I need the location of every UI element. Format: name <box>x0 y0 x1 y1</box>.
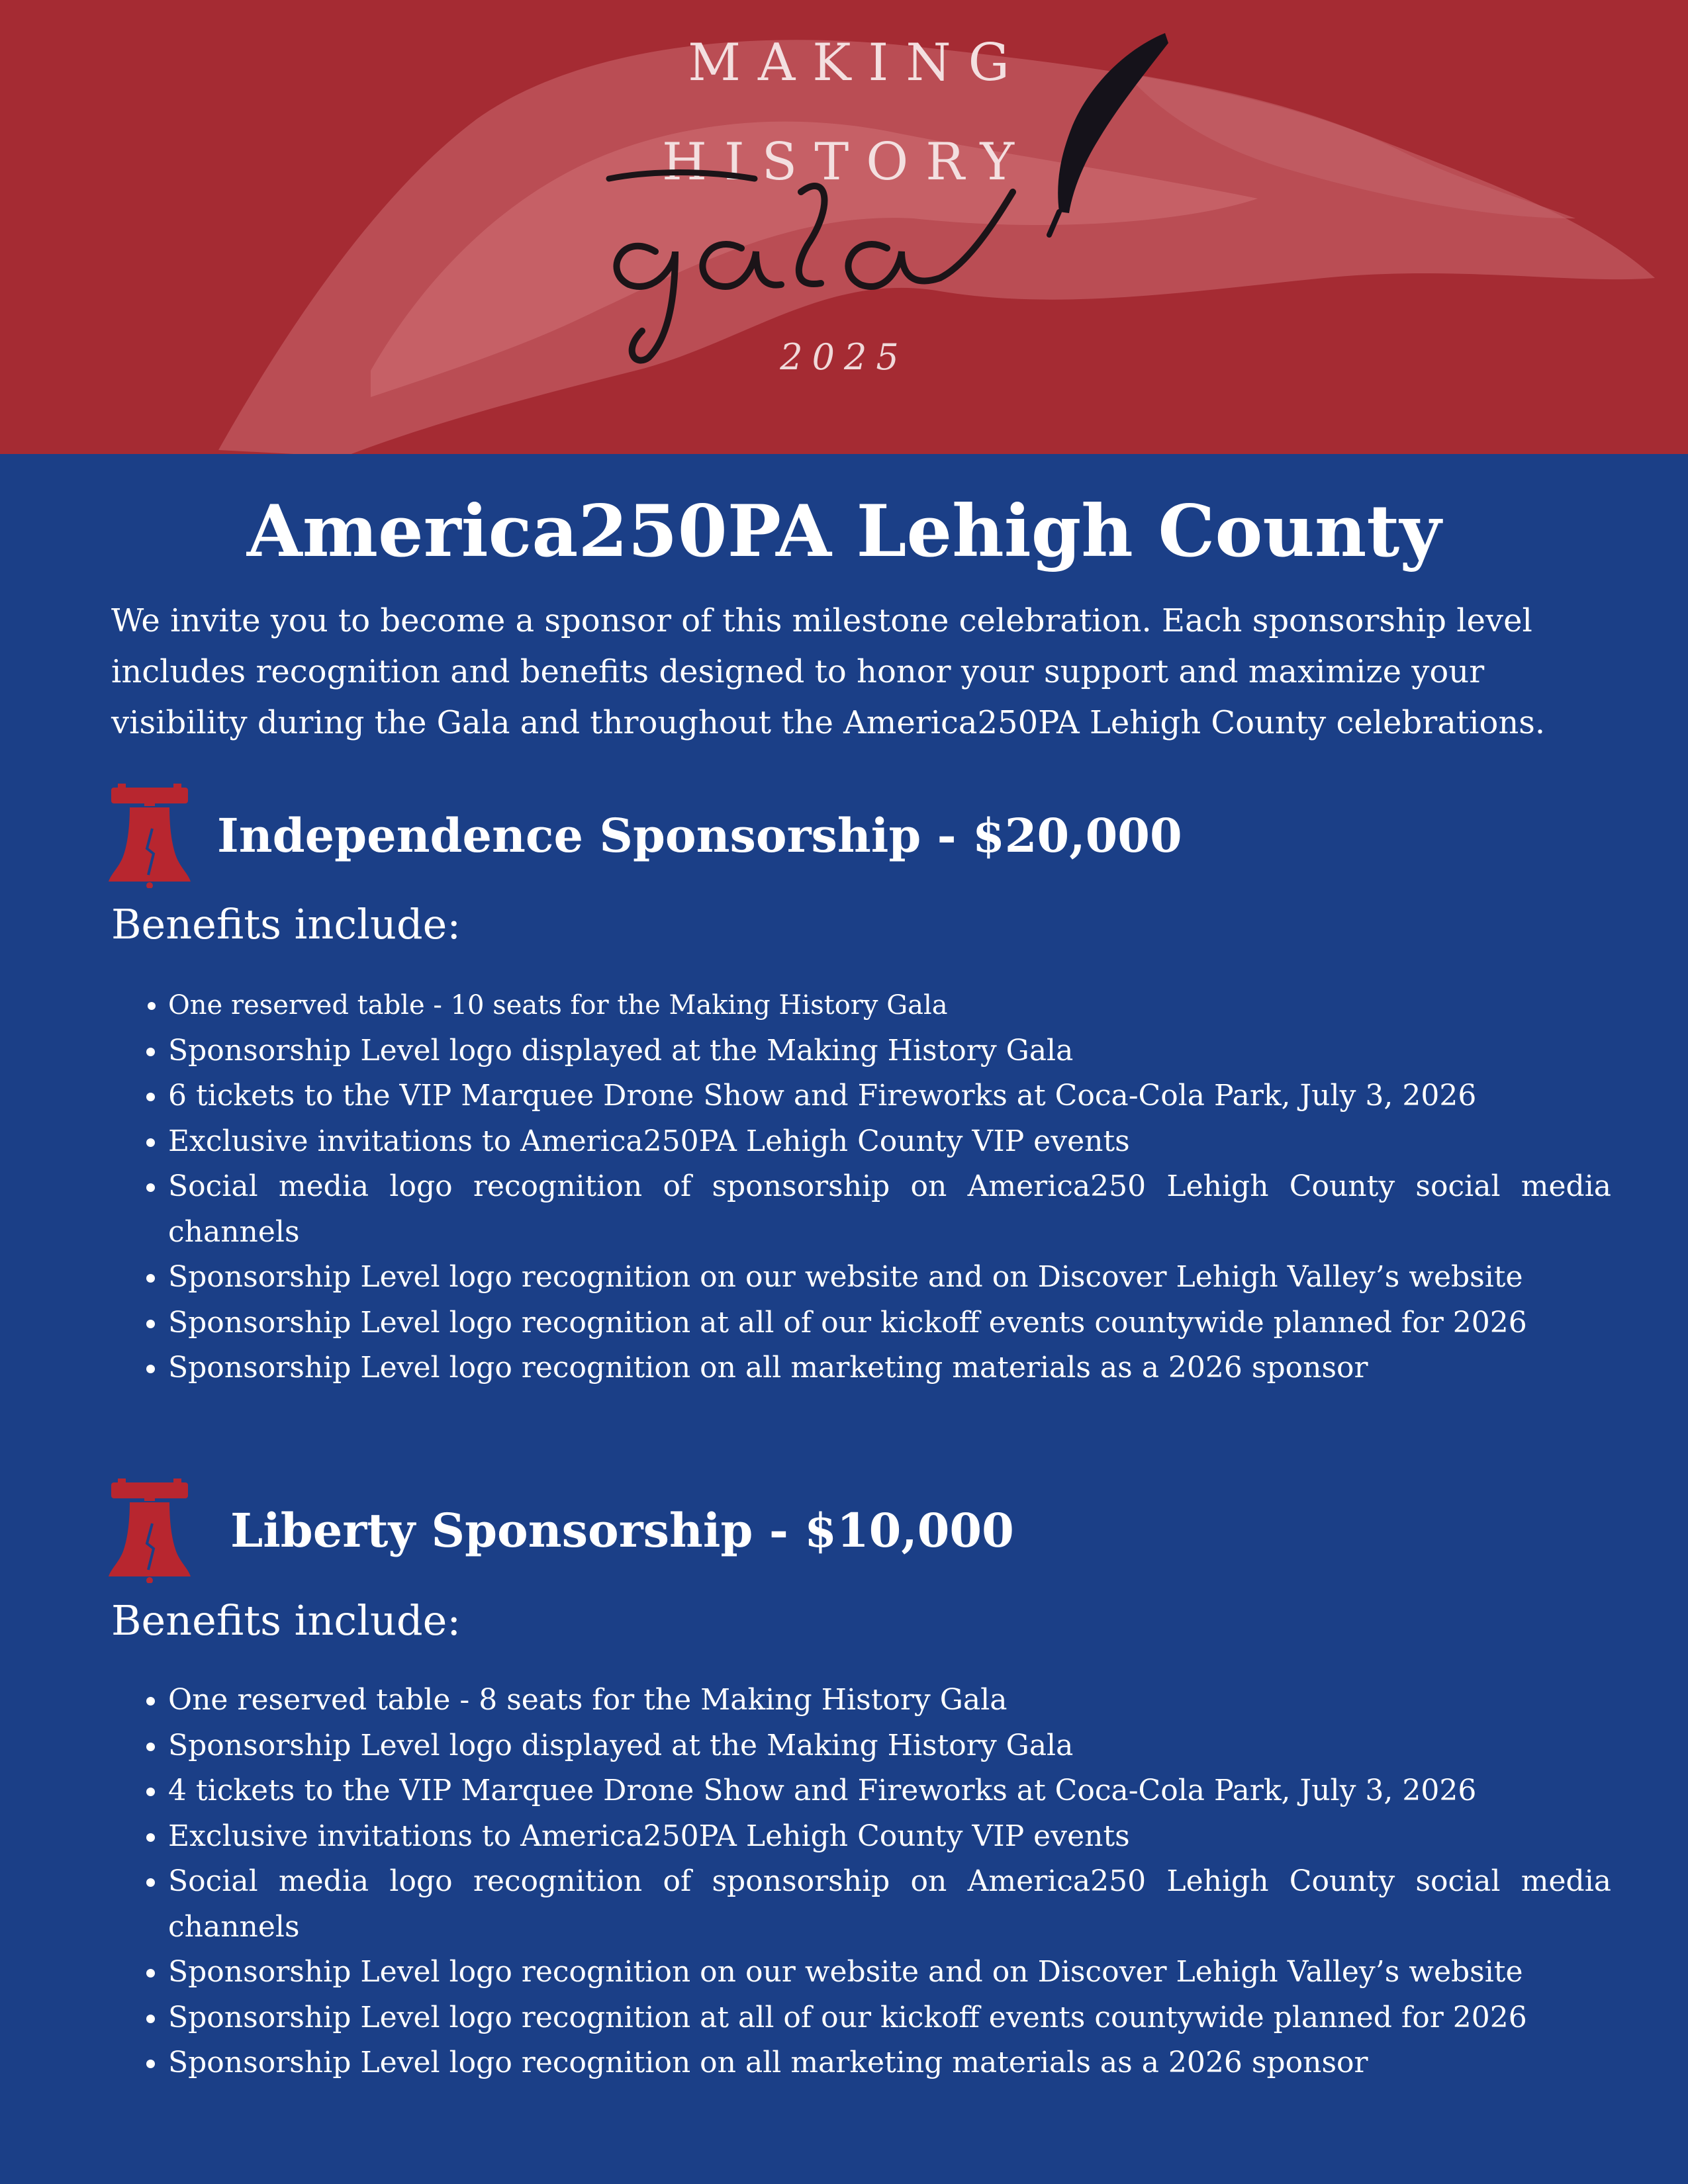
list-item: • Sponsorship Level logo displayed at the Making History Gala <box>168 1723 1611 1769</box>
benefits-label: Benefits include: <box>111 1596 461 1645</box>
benefits-label: Benefits include: <box>111 900 461 948</box>
list-item: • 6 tickets to the VIP Marquee Drone Show and Fireworks at Coca-Cola Park, July 3, 2026 <box>168 1073 1611 1119</box>
list-item: • One reserved table - 10 seats for the Making History Gala <box>168 983 1611 1028</box>
list-item: • Sponsorship Level logo recognition on our website and on Discover Lehigh Valley’s website <box>168 1255 1611 1300</box>
list-item: • Sponsorship Level logo recognition on all marketing materials as a 2026 sponsor <box>168 2040 1611 2086</box>
list-item: • Social media logo recognition of sponsorship on America250 Lehigh County social media channels <box>168 1859 1611 1950</box>
logo-year-text: 2025 <box>780 336 908 378</box>
quill-icon <box>1033 26 1178 238</box>
section-liberty-header <box>106 1477 1014 1583</box>
page-title: America250PA Lehigh County <box>246 490 1442 573</box>
list-item: • Exclusive invitations to America250PA Lehigh County VIP events <box>168 1119 1611 1165</box>
logo-making-text: MAKING <box>688 33 1027 93</box>
section-title: Liberty Sponsorship - $10,000 <box>230 1502 1014 1558</box>
section-title: Independence Sponsorship - $20,000 <box>217 807 1182 863</box>
gala-banner <box>0 0 1688 454</box>
liberty-bell-icon <box>106 1477 193 1583</box>
intro-paragraph: We invite you to become a sponsor of this milestone celebration. Each sponsorship level includes recognition and benefits designed to honor your support and maximize your visibility during the Gala and throughout the America250PA Lehigh County celebrations. <box>111 602 1546 741</box>
list-item: • Sponsorship Level logo recognition at all of our kickoff events countywide planned for 2026 <box>168 1995 1611 2041</box>
list-item: • Social media logo recognition of sponsorship on America250 Lehigh County social media channels <box>168 1164 1611 1255</box>
list-item: • Sponsorship Level logo recognition on all marketing materials as a 2026 sponsor <box>168 1345 1611 1391</box>
list-item: • Exclusive invitations to America250PA Lehigh County VIP events <box>168 1814 1611 1860</box>
list-item: • 4 tickets to the VIP Marquee Drone Show and Fireworks at Coca-Cola Park, July 3, 2026 <box>168 1768 1611 1814</box>
liberty-bell-icon <box>106 782 193 888</box>
list-item: • Sponsorship Level logo recognition on our website and on Discover Lehigh Valley’s website <box>168 1950 1611 1995</box>
benefits-list <box>139 1678 1611 2086</box>
list-item: • One reserved table - 8 seats for the Making History Gala <box>168 1678 1611 1723</box>
list-item: • Sponsorship Level logo displayed at the Making History Gala <box>168 1028 1611 1074</box>
section-independence-header <box>106 782 1182 888</box>
logo-history-text: HISTORY <box>661 132 1032 192</box>
list-item: • Sponsorship Level logo recognition at all of our kickoff events countywide planned for 2026 <box>168 1300 1611 1346</box>
benefits-list <box>139 983 1611 1391</box>
